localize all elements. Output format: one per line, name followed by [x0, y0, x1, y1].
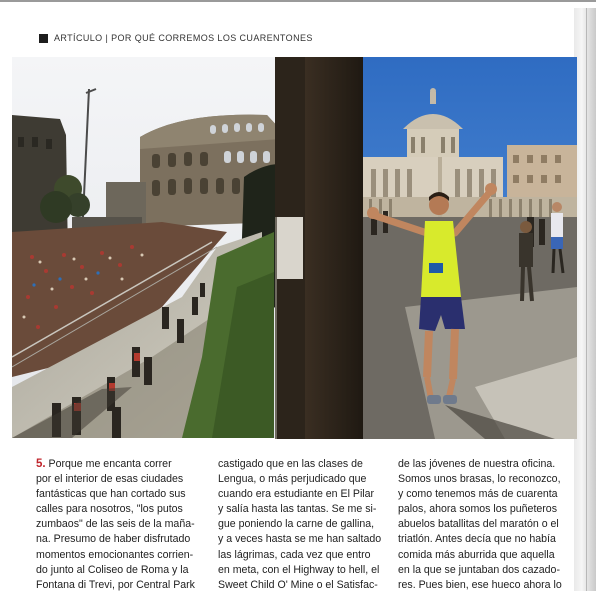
text-line: triatlón. Antes decía que no había: [398, 533, 556, 546]
text-line: y a veces hasta se me han saltado: [218, 533, 382, 546]
text-line: en la que se juntaban dos cazado-: [398, 563, 560, 576]
text-line: por el interior de esas ciudades: [36, 473, 184, 486]
article-column-3: [398, 457, 566, 593]
text-line: castigado que en las clases de: [218, 458, 363, 470]
text-line: na. Presumo de haber disfrutado: [36, 533, 191, 546]
text-line: fantásticas que han cortado sus: [36, 488, 186, 501]
text-line: Fontana di Trevi, por Central Park: [36, 578, 195, 591]
text-line: cuando era estudiante en El Pilar: [218, 488, 375, 501]
text-line: zumbaos" de las seis de la maña-: [36, 518, 195, 531]
text-line: Sweet Child O' Mine o el Satisfac-: [218, 578, 378, 591]
text-line: en meta, con el Highway to hell, el: [218, 563, 380, 576]
book-page-edge: [574, 8, 596, 591]
colosseum-marathon-photo: [12, 57, 306, 438]
article-title: POR QUÉ CORREMOS LOS CUARENTONES: [111, 33, 313, 43]
text-line: Lengua, o más perjudicado que: [218, 473, 367, 486]
text-line: palos, ahora somos los puñeteros: [398, 503, 557, 516]
text-line: gue poniendo la carne de gallina,: [218, 518, 375, 531]
text-line: las lágrimas, cada vez que entro: [218, 548, 371, 561]
text-line: y como tenemos más de cuarenta: [398, 488, 558, 501]
text-line: abuelos batallitas del maratón o el: [398, 518, 559, 531]
section-separator: |: [105, 33, 109, 43]
section-label: ARTÍCULO: [54, 33, 103, 43]
text-line: res. Pues bien, ese hueco ahora lo: [398, 578, 562, 591]
article-column-2: [218, 457, 385, 593]
text-line: comida más aburrida que aquella: [398, 548, 555, 561]
section-bullet-icon: [39, 34, 48, 43]
column-1-line-1: [36, 457, 205, 472]
text-line: calles para nosotros, "los putos: [36, 503, 183, 516]
section-title: [54, 33, 313, 43]
article-column-1: [36, 457, 205, 593]
page-top-rule: [0, 0, 596, 2]
text-line: do junto al Coliseo de Roma y la: [36, 563, 189, 576]
text-line: Somos unos brasas, lo reconozco,: [398, 473, 561, 486]
st-peters-runner-photo: [275, 57, 577, 439]
text-line: Porque me encanta correr: [45, 458, 172, 470]
text-line: y salía hasta las tantas. Se me si-: [218, 503, 377, 516]
text-line: de las jóvenes de nuestra oficina.: [398, 458, 556, 470]
text-line: momentos emocionantes corrien-: [36, 548, 194, 561]
book-gutter-line: [586, 8, 587, 591]
point-number: 5.: [36, 458, 46, 470]
section-header: [39, 31, 313, 45]
